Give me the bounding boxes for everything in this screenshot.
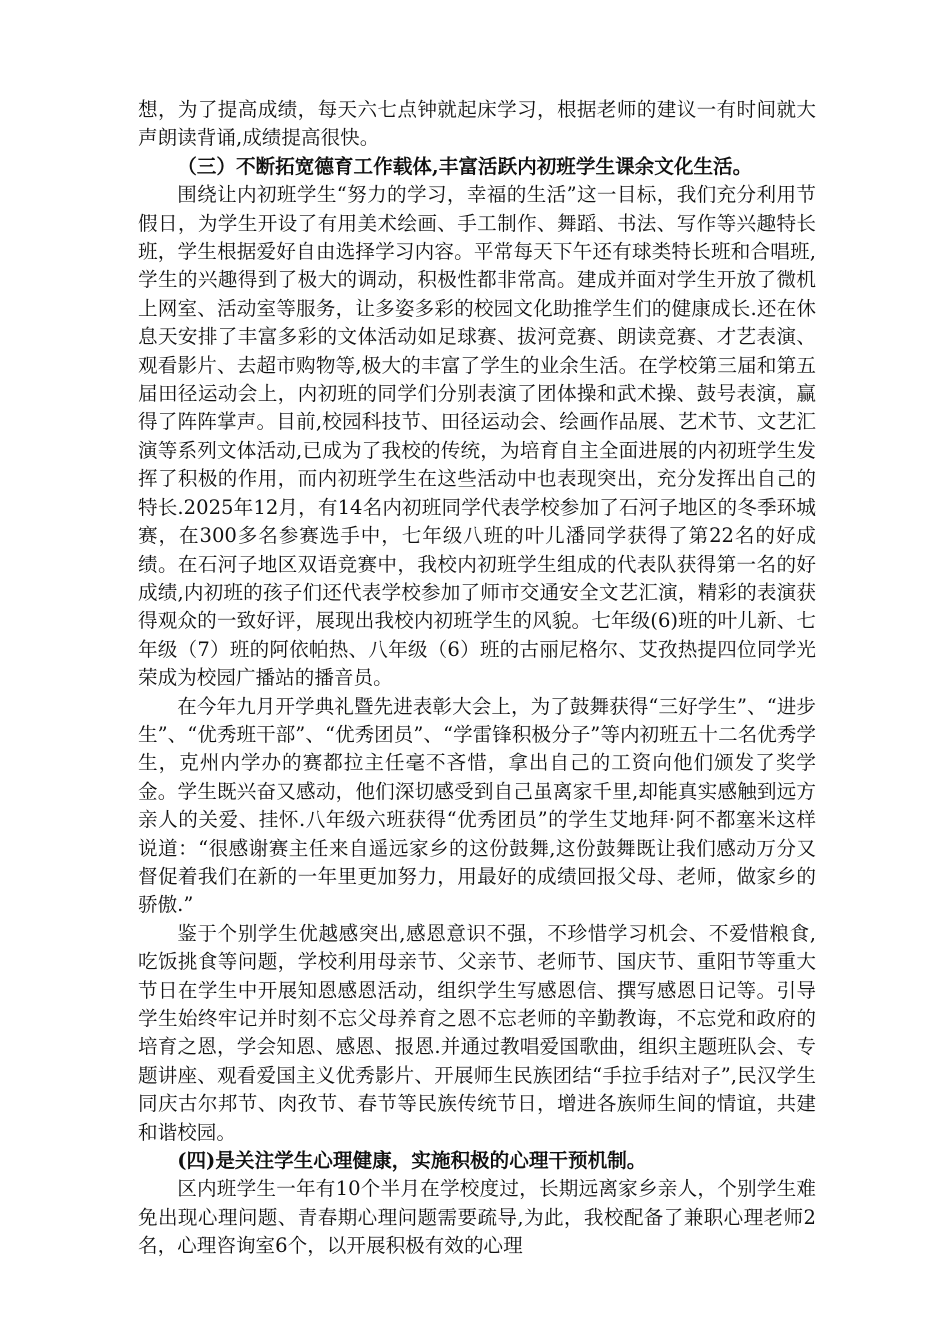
document-page	[138, 96, 816, 1261]
paragraph-activities: 围绕让内初班学生“努力的学习，幸福的生活”这一目标，我们充分利用节假日，为学生开设了有用美术绘画、手工制作、舞蹈、书法、写作等兴趣特长班，学生根据爱好自由选择学习内容。平常每天下午还有球类特长班和合唱班,学生的兴趣得到了极大的调动，积极性都非常高。建成并面对学生开放了微机上网室、活动室等服务，让多姿多彩的校园文化助推学生们的健康成长.还在休息天安排了丰富多彩的文体活动如足球赛、拔河竞赛、朗读竞赛、才艺表演、观看影片、去超市购物等,极大的丰富了学生的业余生活。在学校第三届和第五届田径运动会上，内初班的同学们分别表演了团体操和武术操、鼓号表演，赢得了阵阵掌声。目前,校园科技节、田径运动会、绘画作品展、艺术节、文艺汇演等系列文体活动,已成为了我校的传统，为培育自主全面进展的内初班学生发挥了积极的作用，而内初班学生在这些活动中也表现突出，充分发挥出自己的特长.2025年12月，有14名内初班同学代表学校参加了石河子地区的冬季环城赛，在300多名参赛选手中，七年级八班的叶儿潘同学获得了第22名的好成绩。在石河子地区双语竞赛中，我校内初班学生组成的代表队获得第一名的好成绩,内初班的孩子们还代表学校参加了师市交通安全文艺汇演，精彩的表演获得观众的一致好评，展现出我校内初班学生的风貌。七年级(6)班的叶儿新、七年级（7）班的阿依帕热、八年级（6）班的古丽尼格尔、艾孜热提四位同学光荣成为校园广播站的播音员。	[138, 183, 816, 690]
section-heading-4: (四)是关注学生心理健康，实施积极的心理干预机制。	[177, 1149, 647, 1173]
section-heading-3: （三）不断拓宽德育工作载体,丰富活跃内初班学生课余文化生活。	[177, 154, 753, 178]
paragraph-awards: 在今年九月开学典礼暨先进表彰大会上，为了鼓舞获得“三好学生”、“进步生”、“优秀班干部”、“优秀团员”、“学雷锋积极分子”等内初班五十二名优秀学生，克州内学办的赛都拉主任毫不吝惜，拿出自己的工资向他们颁发了奖学金。学生既兴奋又感动，他们深切感受到自己虽离家千里,却能真实感触到远方亲人的关爱、挂怀.八年级六班获得“优秀团员”的学生艾地拜·阿不都塞米这样说道：“很感谢赛主任来自遥远家乡的这份鼓舞,这份鼓舞既让我们感动万分又督促着我们在新的一年里更加努力，用最好的成绩回报父母、老师，做家乡的骄傲.”	[138, 694, 816, 917]
paragraph-mental-health: 区内班学生一年有10个半月在学校度过，长期远离家乡亲人，个别学生难免出现心理问题、青春期心理问题需要疏导,为此，我校配备了兼职心理老师2名，心理咨询室6个，以开展积极有效的心理	[138, 1177, 816, 1258]
paragraph-continuation: 想，为了提高成绩，每天六七点钟就起床学习，根据老师的建议一有时间就大声朗读背诵,成绩提高很快。	[138, 98, 816, 150]
paragraph-gratitude: 鉴于个别学生优越感突出,感恩意识不强，不珍惜学习机会、不爱惜粮食,吃饭挑食等问题，学校利用母亲节、父亲节、老师节、国庆节、重阳节等重大节日在学生中开展知恩感恩活动，组织学生写感恩信、撰写感恩日记等。引导学生始终牢记并时刻不忘父母养育之恩不忘老师的辛勤教诲，不忘党和政府的培育之恩，学会知恩、感恩、报恩.并通过教唱爱国歌曲，组织主题班队会、专题讲座、观看爱国主义优秀影片、开展师生民族团结“手拉手结对子”,民汉学生同庆古尔邦节、肉孜节、春节等民族传统节日，增进各族师生间的情谊，共建和谐校园。	[138, 921, 816, 1144]
